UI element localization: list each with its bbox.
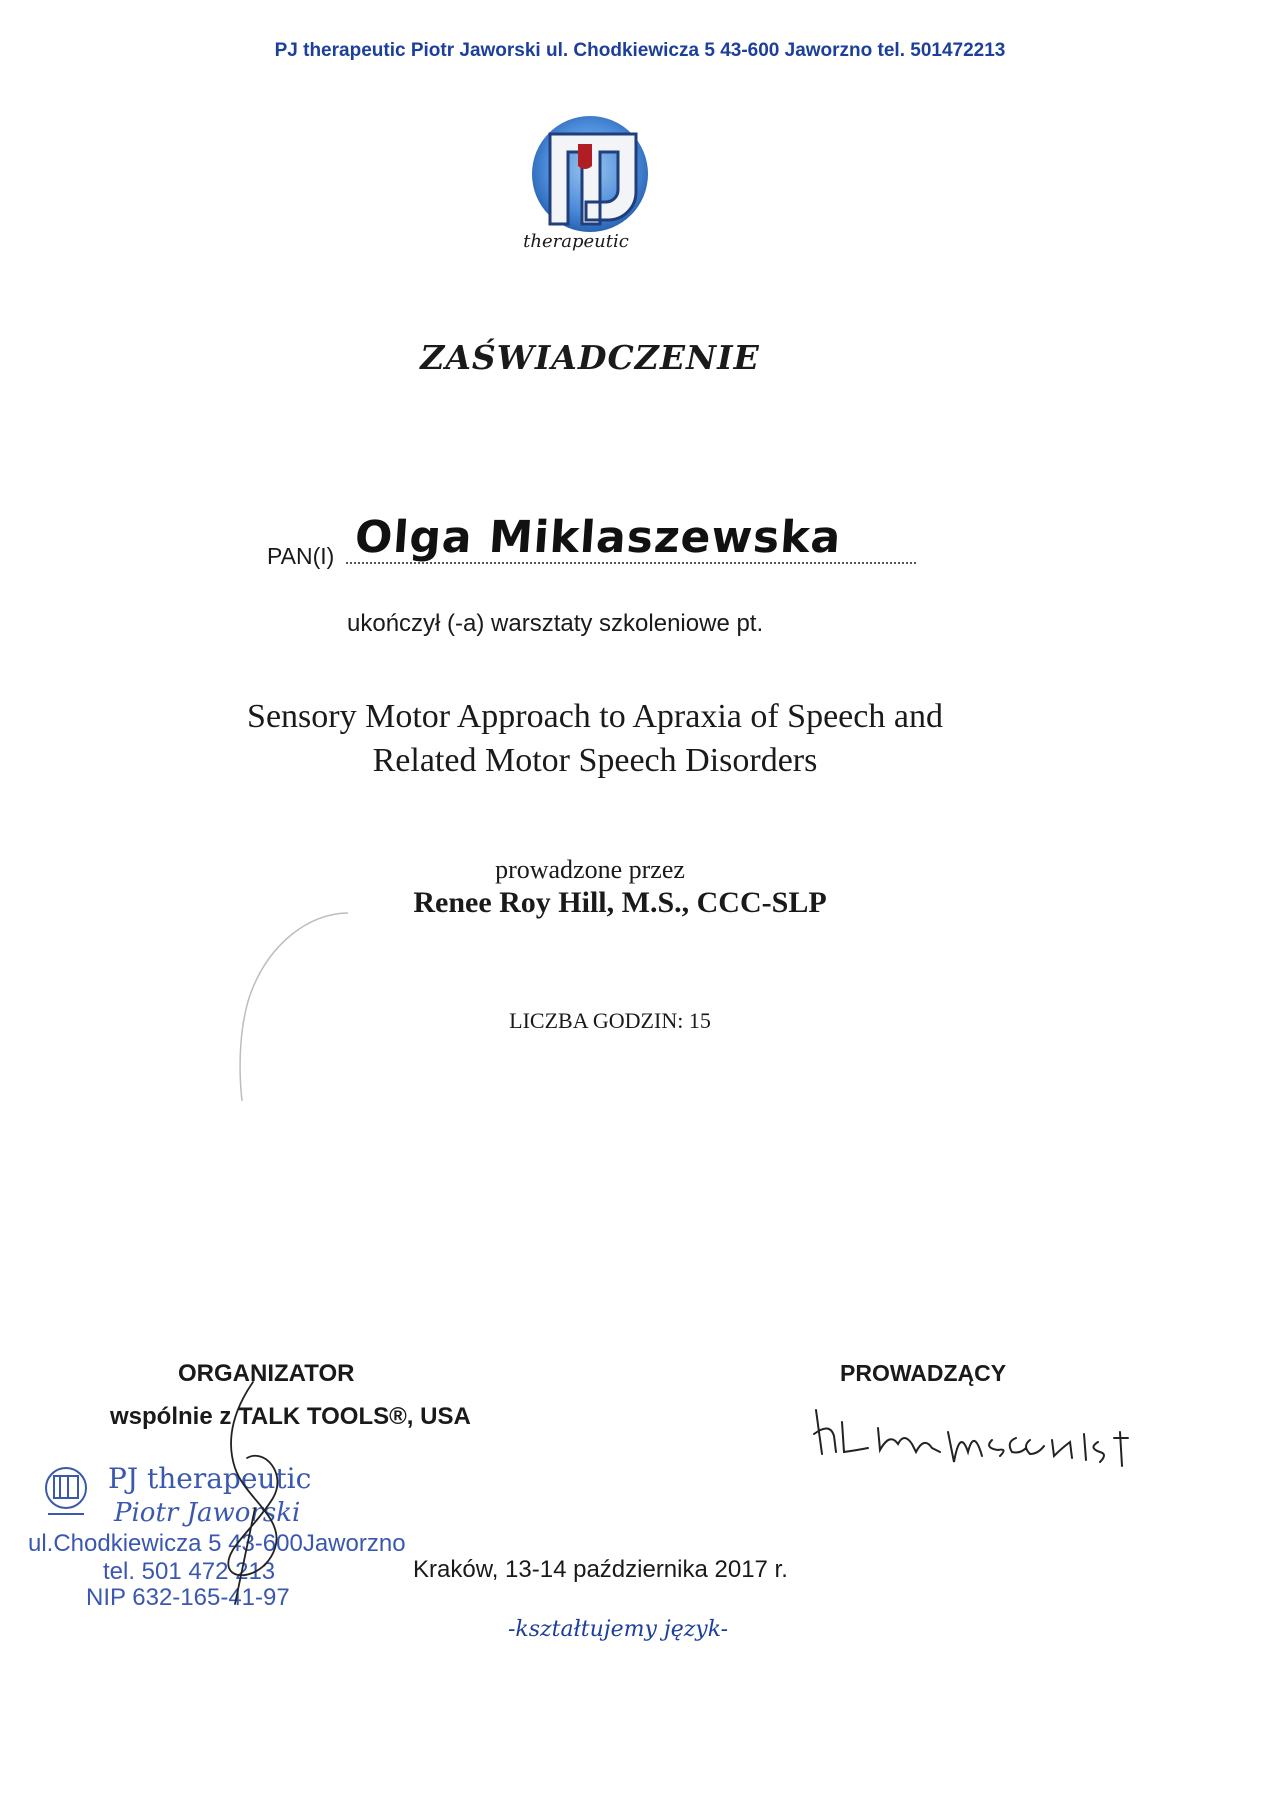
presenter-heading: PROWADZĄCY: [840, 1360, 1007, 1386]
recipient-name: Olga Miklaszewska: [353, 512, 844, 563]
stamp-line-4: tel. 501 472 213: [103, 1558, 276, 1585]
conducted-by-label: prowadzone przez: [495, 855, 685, 884]
stamp-line-2: Piotr Jaworski: [114, 1498, 301, 1528]
place-date: Kraków, 13-14 października 2017 r.: [413, 1556, 788, 1583]
stamp-line-1: PJ therapeutic: [108, 1462, 312, 1495]
stamp-line-3: ul.Chodkiewicza 5 43-600Jaworzno: [28, 1530, 406, 1557]
motto: -kształtujemy język-: [508, 1617, 729, 1642]
organizer-line: wspólnie z TALK TOOLS®, USA: [110, 1403, 471, 1430]
course-title-line-1: Sensory Motor Approach to Apraxia of Speech and: [247, 698, 943, 735]
pen-stroke-mark: [228, 905, 358, 1105]
presenter-signature: [808, 1392, 1178, 1477]
organizer-heading: ORGANIZATOR: [178, 1360, 355, 1387]
logo-text: therapeutic: [523, 231, 629, 252]
hours-count: LICZBA GODZIN: 15: [509, 1008, 711, 1033]
course-title-line-2: Related Motor Speech Disorders: [372, 742, 818, 779]
completed-text: ukończył (-a) warsztaty szkoleniowe pt.: [347, 610, 764, 637]
presenter-name: Renee Roy Hill, M.S., CCC-SLP: [413, 886, 827, 919]
stamp-logo-icon: [38, 1464, 94, 1524]
certificate-title: ZAŚWIADCZENIE: [420, 338, 760, 377]
course-title: [120, 695, 1070, 783]
organizer-signature: [195, 1378, 315, 1608]
pj-logo-icon: [508, 112, 688, 267]
pan-label: PAN(I): [267, 543, 335, 569]
header-contact-line: PJ therapeutic Piotr Jaworski ul. Chodkiewicza 5 43-600 Jaworzno tel. 501472213: [274, 40, 1006, 61]
stamp-line-5: NIP 632-165-41-97: [86, 1584, 290, 1611]
